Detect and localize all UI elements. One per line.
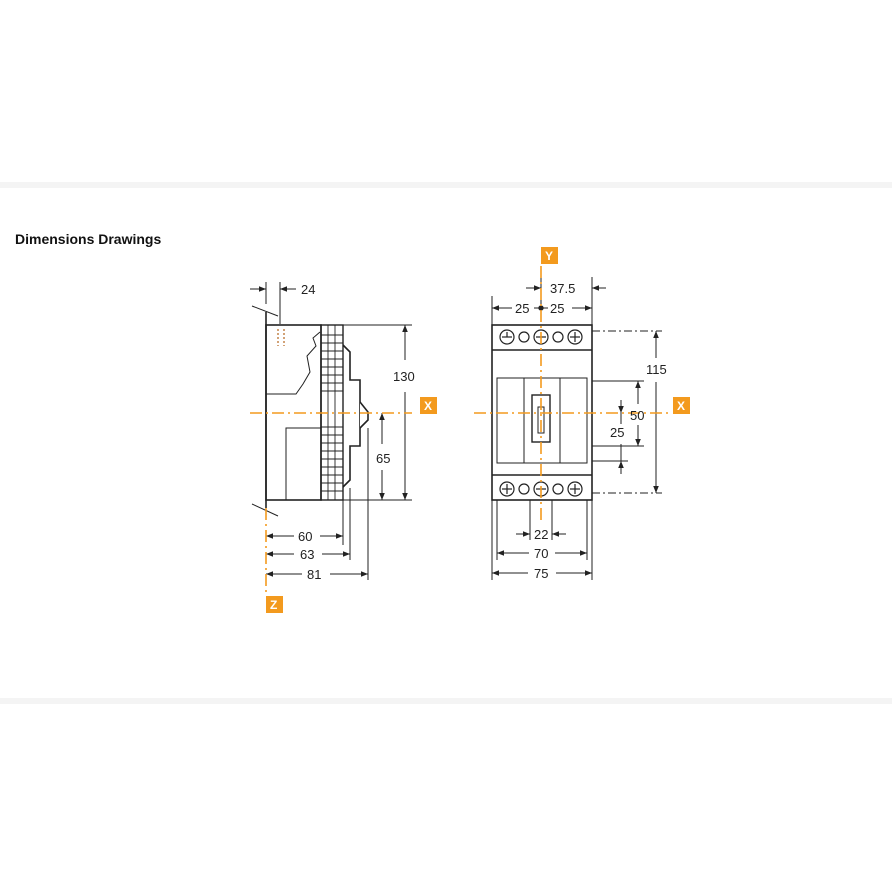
side-z-axis-label: Z: [270, 598, 278, 612]
side-handle: [360, 402, 368, 428]
side-z-axis-badge: [266, 596, 283, 613]
front-y-axis-label: Y: [545, 249, 554, 263]
dim-75-label: 75: [534, 566, 549, 581]
front-y-axis-badge: [541, 247, 558, 264]
plate-break-bottom: [252, 504, 278, 516]
dim-60-label: 60: [298, 529, 313, 544]
side-front-cover: [343, 345, 360, 487]
dim-22-label: 22: [534, 527, 549, 542]
dim-81-label: 81: [307, 567, 322, 582]
front-x-axis-label: X: [677, 399, 686, 413]
terminal-bolt-hidden: [278, 329, 284, 346]
side-view: [252, 306, 368, 516]
dim-63-label: 63: [300, 547, 315, 562]
dim-24-label: 24: [301, 282, 316, 297]
side-x-axis-badge: [420, 397, 437, 414]
front-x-axis-badge: [673, 397, 690, 414]
dim-50-label: 50: [630, 408, 645, 423]
front-view-dimensions: [492, 277, 662, 580]
dim-25-right-label: 25: [550, 301, 565, 316]
dim-115-label: 115: [646, 362, 667, 377]
dim-130-label: 130: [393, 369, 415, 384]
side-axes: [250, 413, 412, 592]
dim-37-5-label: 37.5: [550, 281, 576, 296]
side-view-dimensions: [250, 282, 412, 580]
side-lower-block: [286, 428, 321, 500]
dim-25-vertical-label: 25: [610, 425, 625, 440]
dim-70-label: 70: [534, 546, 549, 561]
side-x-axis-label: X: [424, 399, 433, 413]
side-terminal-contour: [266, 332, 320, 394]
dim-25-left-label: 25: [515, 301, 530, 316]
side-view-labels: [298, 282, 415, 582]
front-cover-plate: [497, 378, 587, 463]
plate-break-top: [252, 306, 278, 316]
section-heading: Dimensions Drawings: [15, 231, 162, 247]
dim-65-label: 65: [376, 451, 391, 466]
